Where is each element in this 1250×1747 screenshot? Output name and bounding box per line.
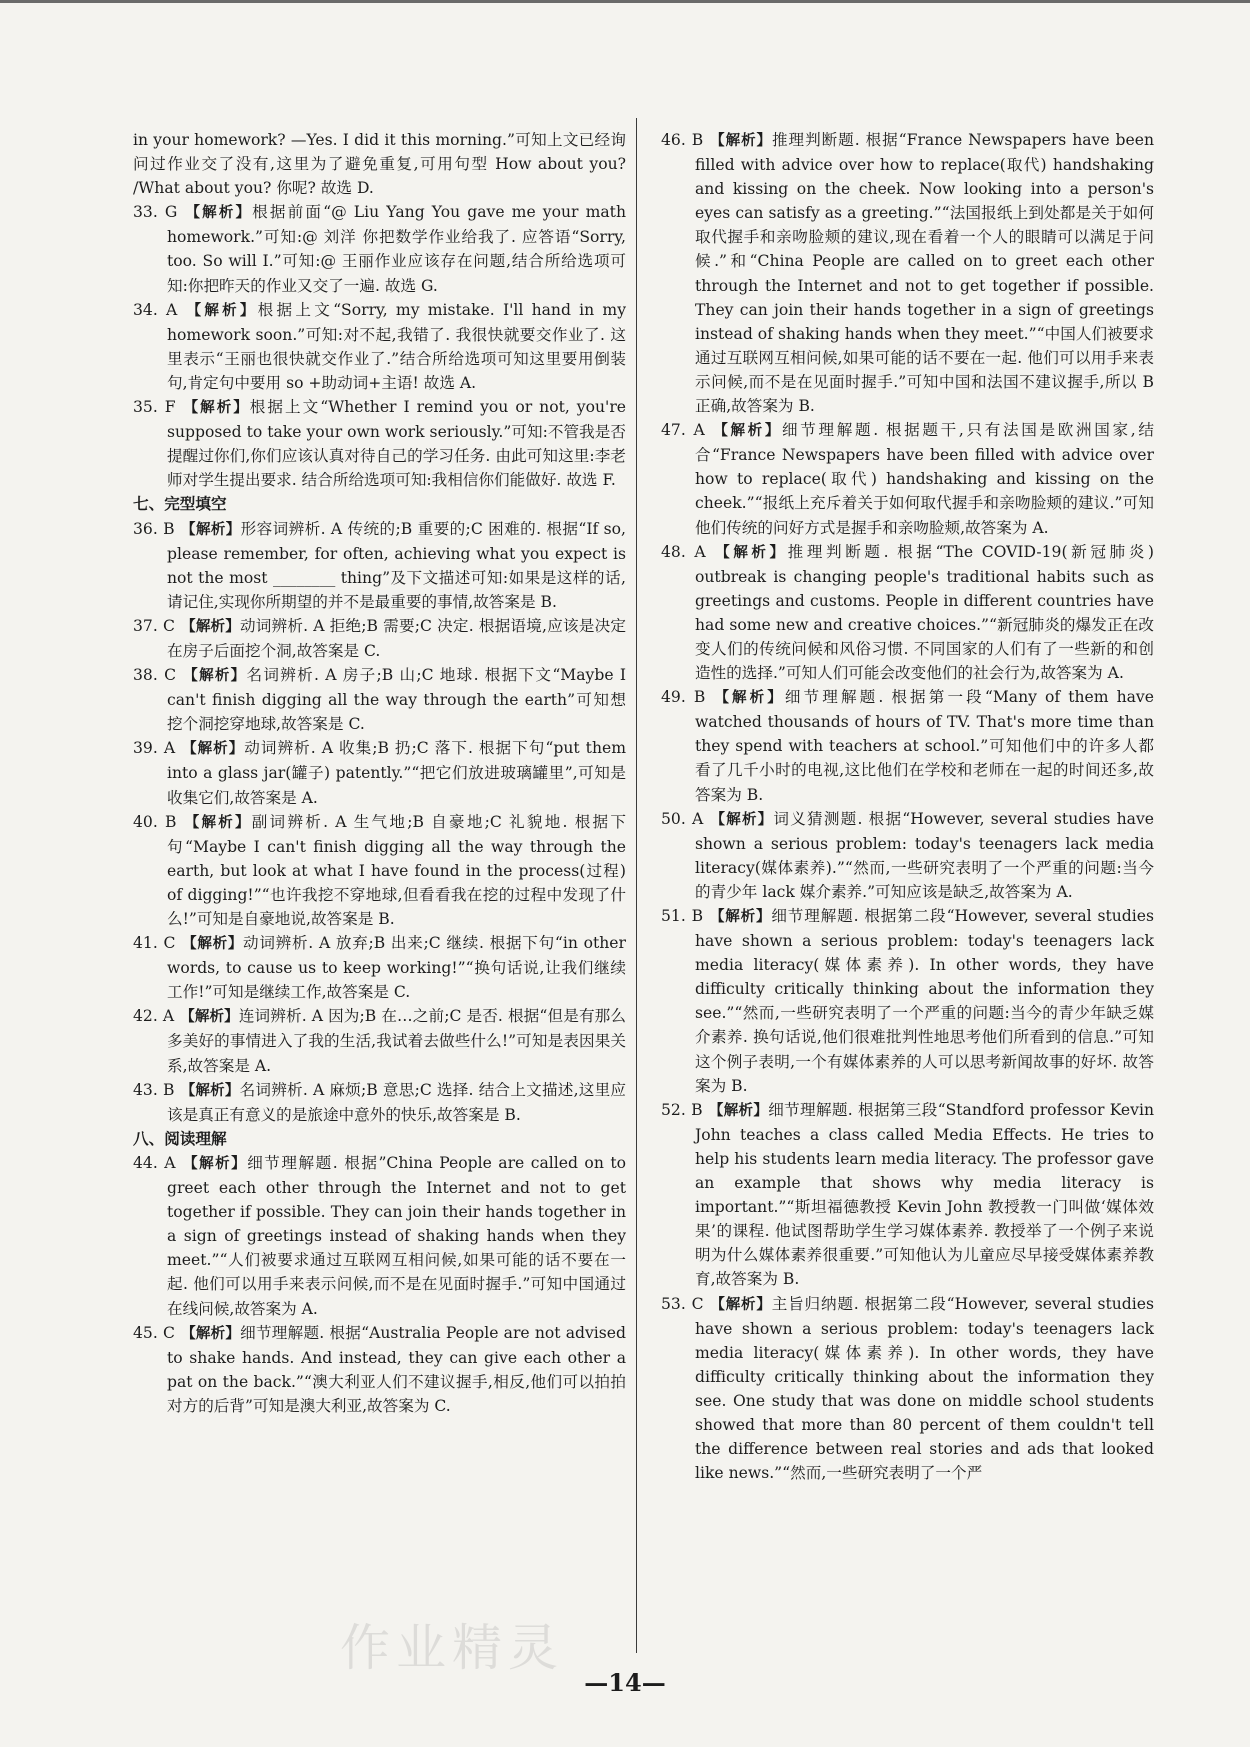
answer-letter: B [163,1080,175,1099]
answer-letter: A [166,300,178,319]
top-rule [0,0,1250,3]
analysis-tag: 【解析】 [709,811,774,828]
analysis-text: 动词辨析. A 收集;B 扔;C 落下. 根据下句“put them into a glass jar(罐子) patently.”“把它们放进玻璃罐里”,可知是收集它们,故答案是 A. [167,739,627,807]
analysis-tag: 【解析】 [181,741,245,758]
answer-entry [661,540,1154,686]
continuation-text: in your homework? —Yes. I did it this morning.”可知上文已经询问过作业交了没有,这里为了避免重复,可用句型 How about you? /What about you? 你呢? 故选 D. [133,131,626,198]
answer-letter: B [693,688,706,707]
answer-letter: A [693,421,705,440]
analysis-tag: 【解析】 [711,690,785,707]
entries-group-b [133,517,626,1127]
analysis-tag: 【解析】 [708,1102,769,1119]
question-number: 44. [133,1153,158,1172]
analysis-text: 推理判断题. 根据“France Newspapers have been filled with advice over how to replace(取代) handshaking and kissing on the cheek. Now looking into a person's eyes can satisfy as a greeting.”“法国报纸上到处都是关于如何取代握手和亲吻脸颊的建议,现在看着一个人的眼睛可以满足于问候.”和“China People are called on to greet each other through the Internet and not to get together if possible. They can join their hands together in a sign of greetings instead of shaking hands when they meet.”“中国人们被要求通过互联网互相问候,如果可能的话不要在一起. 他们可以用手来表示问候,而不是在见面时握手.”可知中国和法国不建议握手,所以 B 正确,故答案为 B. [695,131,1154,416]
analysis-text: 形容词辨析. A 传统的;B 重要的;C 困难的. 根据“If so, please remember, for often, achieving what you expect is not the most ________ thing”及下文描述可知:如果是这样的话,请记住,实现你所期望的并不是最重要的事情,故答案是 B. [167,519,626,611]
answer-entry [133,663,626,736]
answer-entry [133,1151,626,1321]
analysis-text: 副词辨析. A 生气地;B 自豪地;C 礼貌地. 根据下句“Maybe I can't finish digging all the way through the earth, but look at what I have found in the process(过程) of digging!”“也许我挖不穿地球,但看看我在挖的过程中发现了什么!”可知是自豪地说,故答案是 B. [167,812,626,928]
analysis-text: 细节理解题. 根据题干,只有法国是欧洲国家,结合“France Newspapers have been filled with advice over how to replace(取代) handshaking and kissing on the cheek.”“报纸上充斥着关于如何取代握手和亲吻脸颊的建议.”可知他们传统的问好方式是握手和亲吻脸颊,故答案为 A. [695,421,1155,537]
analysis-tag: 【解析】 [180,618,240,635]
analysis-tag: 【解析】 [709,1296,772,1313]
answer-letter: C [691,1294,704,1313]
answer-entry [661,418,1154,539]
answer-letter: B [691,1100,703,1119]
analysis-tag: 【解析】 [183,302,258,319]
analysis-text: 根据前面“@ Liu Yang You gave me your math homework.”可知:@ 刘洋 你把数学作业给我了. 应答语“Sorry, too. So will I.”可知:@ 王丽作业应该存在问题,结合所给选项可知:你把昨天的作业又交了一遍. 故选 G. [167,203,626,295]
answer-letter: B [163,519,175,538]
answer-entry [133,200,626,297]
analysis-tag: 【解析】 [709,133,772,149]
question-number: 50. [661,809,686,828]
answer-entry [661,128,1154,418]
analysis-tag: 【解析】 [181,400,250,417]
question-number: 35. [133,398,158,417]
entries-group-c [133,1151,626,1418]
analysis-tag: 【解析】 [182,814,252,831]
analysis-text: 根据上文“Sorry, my mistake. I'll hand in my homework soon.”可知:对不起,我错了. 我很快就要交作业了. 这里表示“王丽也很快就交作业了.”结合所给选项可知这里要用倒装句,肯定句中要用 so +助动词+主语! 故选 A. [167,300,627,392]
answer-entry [661,904,1154,1098]
analysis-tag: 【解析】 [183,205,253,222]
answer-letter: C [164,666,176,685]
question-number: 34. [133,300,158,319]
analysis-tag: 【解析】 [180,1082,240,1099]
answer-letter: B [691,131,704,149]
question-number: 45. [133,1323,158,1342]
section-heading-cloze: 七、完型填空 [133,495,227,514]
analysis-text: 细节理解题. 根据“Australia People are not advised to shake hands. And instead, they can give each other a pat on the back.”“澳大利亚人们不建议握手,相反,他们可以拍拍对方的后背”可知是澳大利亚,故答案为 C. [167,1323,627,1415]
right-column [661,128,1154,1485]
analysis-tag: 【解析】 [181,1155,248,1172]
question-number: 37. [133,616,158,635]
analysis-text: 根据上文“Whether I remind you or not, you're supposed to take your own work seriously.”可知:不管我是否提醒过你们,你们应该认真对待自己的学习任务. 由此可知这里:李老师对学生提出要求. 结合所给选项可知:我相信你们能做好. 故选 F. [167,398,626,490]
answer-entry [133,736,626,809]
question-number: 36. [133,519,158,538]
analysis-text: 连词辨析. A 因为;B 在…之前;C 是否. 根据“但是有那么多美好的事情进入了我的生活,我试着去做些什么!”可知是表因果关系,故答案是 A. [167,1007,626,1075]
column-divider [636,118,637,1653]
answer-entry [133,395,626,492]
answer-letter: F [164,398,176,417]
analysis-text: 名词辨析. A 麻烦;B 意思;C 选择. 结合上文描述,这里应该是真正有意义的是旅途中意外的快乐,故答案是 B. [167,1080,626,1124]
analysis-tag: 【解析】 [710,423,783,440]
analysis-text: 名词辨析. A 房子;B 山;C 地球. 根据下文“Maybe I can't finish digging all the way through the earth”可知想挖个洞挖穿地球,故答案是 C. [167,666,626,734]
answer-letter: A [692,809,704,828]
question-number: 40. [133,812,158,831]
analysis-tag: 【解析】 [180,1325,241,1342]
question-number: 43. [133,1080,158,1099]
analysis-text: 细节理解题. 根据第二段“However, several studies have shown a serious problem: today's teenagers lack media literacy(媒体素养). In other words, they have difficulty critically thinking about the information they see.”“然而,一些研究表明了一个严重的问题:当今的青少年缺乏媒介素养. 换句话说,他们很难批判性地思考他们所看到的信息.”可知这个例子表明,一个有媒体素养的人可以思考新闻故事的好坏. 故答案为 B. [695,907,1154,1095]
question-number: 51. [661,907,686,925]
entries-group-a [133,200,626,492]
answer-letter: B [691,907,704,925]
analysis-text: 细节理解题. 根据第三段“Standford professor Kevin John teaches a class called Media Effects. He tries to help his students learn media literacy. The professor gave an example that shows why media literacy is important.”“斯坦福德教授 Kevin John 教授教一门叫做‘媒体效果’的课程. 他试图帮助学生学习媒体素养. 教授举了一个例子来说明为什么媒体素养很重要.”可知他认为儿童应尽早接受媒体素养教育,故答案为 B. [695,1100,1155,1289]
answer-letter: A [164,1153,176,1172]
answer-entry [133,1004,626,1077]
answer-letter: C [163,934,176,953]
answer-entry [133,298,626,395]
answer-entry [661,807,1154,904]
question-number: 42. [133,1007,158,1026]
answer-letter: A [162,1007,175,1026]
question-number: 33. [133,203,158,222]
answer-entry [133,614,626,663]
analysis-text: 细节理解题. 根据”China People are called on to greet each other through the Internet and not to get together if possible. They can join their hands together in a sign of greetings instead of shaking hands when they meet.”“人们被要求通过互联网互相问候,如果可能的话不要在一起. 他们可以用手来表示问候,而不是在见面时握手.”可知中国通过在线问候,故答案为 A. [167,1153,627,1318]
analysis-tag: 【解析】 [181,936,244,953]
question-number: 48. [661,542,686,561]
answer-entry [661,685,1154,806]
section-heading-reading: 八、阅读理解 [133,1129,227,1148]
analysis-text: 词义猜测题. 根据“However, several studies have shown a serious problem: today's teenagers lack media literacy(媒体素养).”“然而,一些研究表明了一个严重的问题:当今的青少年 lack 媒介素养.”可知应该是缺乏,故答案为 A. [695,809,1155,901]
question-number: 52. [661,1100,686,1119]
page-number: —14— [584,1668,666,1697]
analysis-tag: 【解析】 [182,668,247,685]
analysis-tag: 【解析】 [711,544,788,561]
answer-letter: C [163,1323,175,1342]
analysis-text: 动词辨析. A 放弃;B 出来;C 继续. 根据下句“in other words, to cause us to keep working!”“换句话说,让我们继续工作!”可知是继续工作,故答案是 C. [167,934,626,1002]
question-number: 49. [661,688,686,707]
analysis-text: 推理判断题. 根据“The COVID-19(新冠肺炎) outbreak is changing people's traditional habits such as greetings and customs. People in different countries have had some new and creative choices.”“新冠肺炎的爆发正在改变人们的传统问候和风俗习惯. 不同国家的人们有了一些新的和创造性的选择.”可知人们可能会改变他们的社会行为,故答案为 A. [695,542,1154,683]
analysis-text: 细节理解题. 根据第一段“Many of them have watched thousands of hours of TV. That's more time than they spend with teachers at school.”可知他们中的许多人都看了几千小时的电视,这比他们在学校和老师在一起的时间还多,故答案为 B. [695,688,1154,804]
answer-entry [133,931,626,1004]
answer-entry [133,1078,626,1127]
answer-entry [661,1098,1154,1292]
question-number: 38. [133,666,158,685]
answer-letter: A [694,542,706,561]
question-number: 39. [133,739,158,758]
analysis-tag: 【解析】 [709,909,772,925]
entries-group-right [661,128,1154,1485]
question-number: 53. [661,1294,686,1313]
analysis-tag: 【解析】 [180,1009,239,1026]
left-column [133,128,626,1418]
question-number: 47. [661,421,686,440]
answer-entry [133,810,626,931]
analysis-text: 动词辨析. A 拒绝;B 需要;C 决定. 根据语境,应该是决定在房子后面挖个洞,故答案是 C. [167,616,626,660]
analysis-text: 主旨归纳题. 根据第二段“However, several studies have shown a serious problem: today's teenagers lack media literacy(媒体素养). In other words, they have difficulty critically thinking about the information they see. One study that was done on middle school students showed that more than 80 percent of them couldn't tell the difference between real stories and ads that looked like news.”“然而,一些研究表明了一个严 [695,1294,1154,1483]
question-number: 46. [661,131,686,149]
answer-entry [133,1321,626,1418]
answer-entry [661,1292,1154,1486]
answer-entry [133,517,626,614]
question-number: 41. [133,934,158,953]
watermark: 作业精灵 [340,1619,564,1677]
answer-letter: A [163,739,176,758]
answer-letter: G [164,203,178,222]
answer-letter: C [162,616,175,635]
analysis-tag: 【解析】 [180,521,241,538]
answer-letter: B [165,812,177,831]
